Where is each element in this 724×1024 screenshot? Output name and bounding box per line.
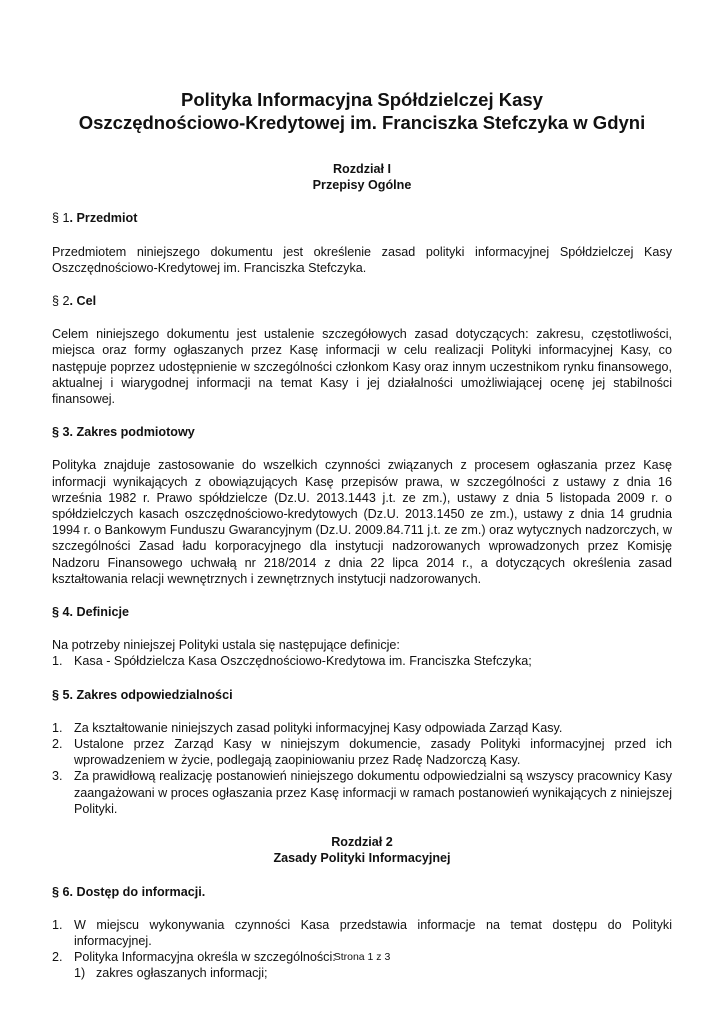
document-title (52, 88, 672, 134)
list-item-number: 1. (52, 917, 63, 932)
list-item (52, 917, 672, 949)
chapter-1-name: Przepisy Ogólne (312, 178, 412, 193)
chapter-1-label: Rozdział I (332, 162, 392, 176)
list-item-text: Polityka Informacyjna określa w szczególności: (74, 950, 336, 965)
chapter-2-name: Zasady Polityki Informacyjnej (273, 851, 451, 866)
list-item-text: Kasa - Spółdzielcza Kasa Oszczędnościowo-Kredytowa im. Franciszka Stefczyka; (74, 654, 532, 669)
list-item (52, 720, 672, 736)
section-6-heading: § 6. Dostęp do informacji. (52, 884, 206, 899)
document-page (52, 88, 672, 999)
section-5-list (52, 720, 672, 817)
chapter-1-heading (52, 161, 672, 193)
chapter-2-label: Rozdział 2 (331, 835, 393, 850)
list-item-text: Za kształtowanie niniejszych zasad polityki informacyjnej Kasy odpowiada Zarząd Kasy. (74, 720, 563, 735)
section-4-intro: Na potrzeby niniejszej Polityki ustala się następujące definicje: (52, 638, 400, 653)
section-2-number: § 2 (52, 294, 70, 309)
section-3-text: Polityka znajduje zastosowanie do wszelkich czynności związanych z procesem ogłaszania przez Kasę informacji wynikających z obowiązujących Kasę przepisów prawa, w szczególności z ustawy z dnia 16 września 1982 r. Prawo spółdzielcze (Dz.U. 2013.1443 j.t. ze zm.), ustawy z dnia 5 listopada 2009 r. o spółdzielczych kasach oszczędnościowo-kredytowych (Dz.U. 2013.1450 ze zm.), ustawy z dnia 14 grudnia 1994 r. o Bankowym Funduszu Gwarancyjnym (Dz.U. 2009.84.711 j.t. ze zm.) oraz wytycznych nadzorczych, w szczególności Zasad ładu korporacyjnego dla instytucji nadzorowanych wprowadzonych przez Komisję Nadzoru Finansowego uchwałą nr 218/2014 z dnia 22 lipca 2014 r., a dotyczących określenia zasad kształtowania relacji wewnętrznych i zewnętrznych instytucji nadzorowanych. (52, 458, 672, 586)
section-3-heading: § 3. Zakres podmiotowy (52, 425, 195, 440)
section-2-text: Celem niniejszego dokumentu jest ustalenie szczegółowych zasad dotyczących: zakresu, częstotliwości, miejsca oraz formy ogłaszanych przez Kasę informacji w celu realizacji Polityki informacyjnej Kasy, co następuje poprzez udostępnienie w szczególności członkom Kasy oraz innym uczestnikom rynku finansowego, aktualnej i wiarygodnej informacji na temat Kasy i jej działalności umożliwiającej ocenę jej stabilności finansowej. (52, 327, 672, 407)
list-item (52, 768, 672, 817)
list-item-number: 2. (52, 737, 63, 752)
page-footer (0, 950, 724, 964)
page-number: Strona 1 z 3 (333, 951, 391, 963)
section-1-text: Przedmiotem niniejszego dokumentu jest określenie zasad polityki informacyjnej Spółdzielczej Kasy Oszczędnościowo-Kredytowej im. Franciszka Stefczyka. (52, 244, 672, 275)
list-item-text: Za prawidłową realizację postanowień niniejszego dokumentu odpowiedzialni są wszyscy pracownicy Kasy zaangażowani w proces ogłaszania przez Kasę informacji w ramach postanowień wynikających z niniejszej Polityki. (74, 769, 672, 816)
list-item (52, 736, 672, 768)
document-title-line-2: Oszczędnościowo-Kredytowej im. Franciszka Stefczyka w Gdyni (78, 112, 646, 133)
section-4-heading: § 4. Definicje (52, 605, 129, 620)
chapter-2-heading (52, 834, 672, 866)
list-item-number: 2. (52, 950, 63, 965)
section-4-definitions-list (52, 653, 672, 669)
section-5-heading: § 5. Zakres odpowiedzialności (52, 687, 233, 702)
sublist-item-number: 1) (74, 966, 86, 981)
list-item-number: 1. (52, 654, 63, 669)
section-2-title: . Cel (69, 294, 97, 309)
list-item-text: Ustalone przez Zarząd Kasy w niniejszym dokumencie, zasady Polityki informacyjnej przed ich wprowadzeniem w życie, podlegają zaopiniowaniu przez Radę Nadzorczą Kasy. (74, 737, 672, 768)
sublist-item-text: zakres ogłaszanych informacji; (96, 966, 268, 981)
section-1-number: § 1 (52, 211, 70, 226)
list-item-number: 1. (52, 720, 63, 735)
list-item (52, 653, 672, 669)
list-item-number: 3. (52, 769, 63, 784)
document-title-line-1: Polityka Informacyjna Spółdzielczej Kasy (181, 89, 543, 110)
section-1-heading (52, 210, 672, 226)
section-2-heading (52, 293, 672, 309)
section-6-sublist (74, 965, 672, 981)
list-item-text: W miejscu wykonywania czynności Kasa przedstawia informacje na temat dostępu do Polityki informacyjnej. (74, 917, 672, 948)
section-1-title: . Przedmiot (69, 211, 138, 226)
sublist-item (74, 965, 672, 981)
